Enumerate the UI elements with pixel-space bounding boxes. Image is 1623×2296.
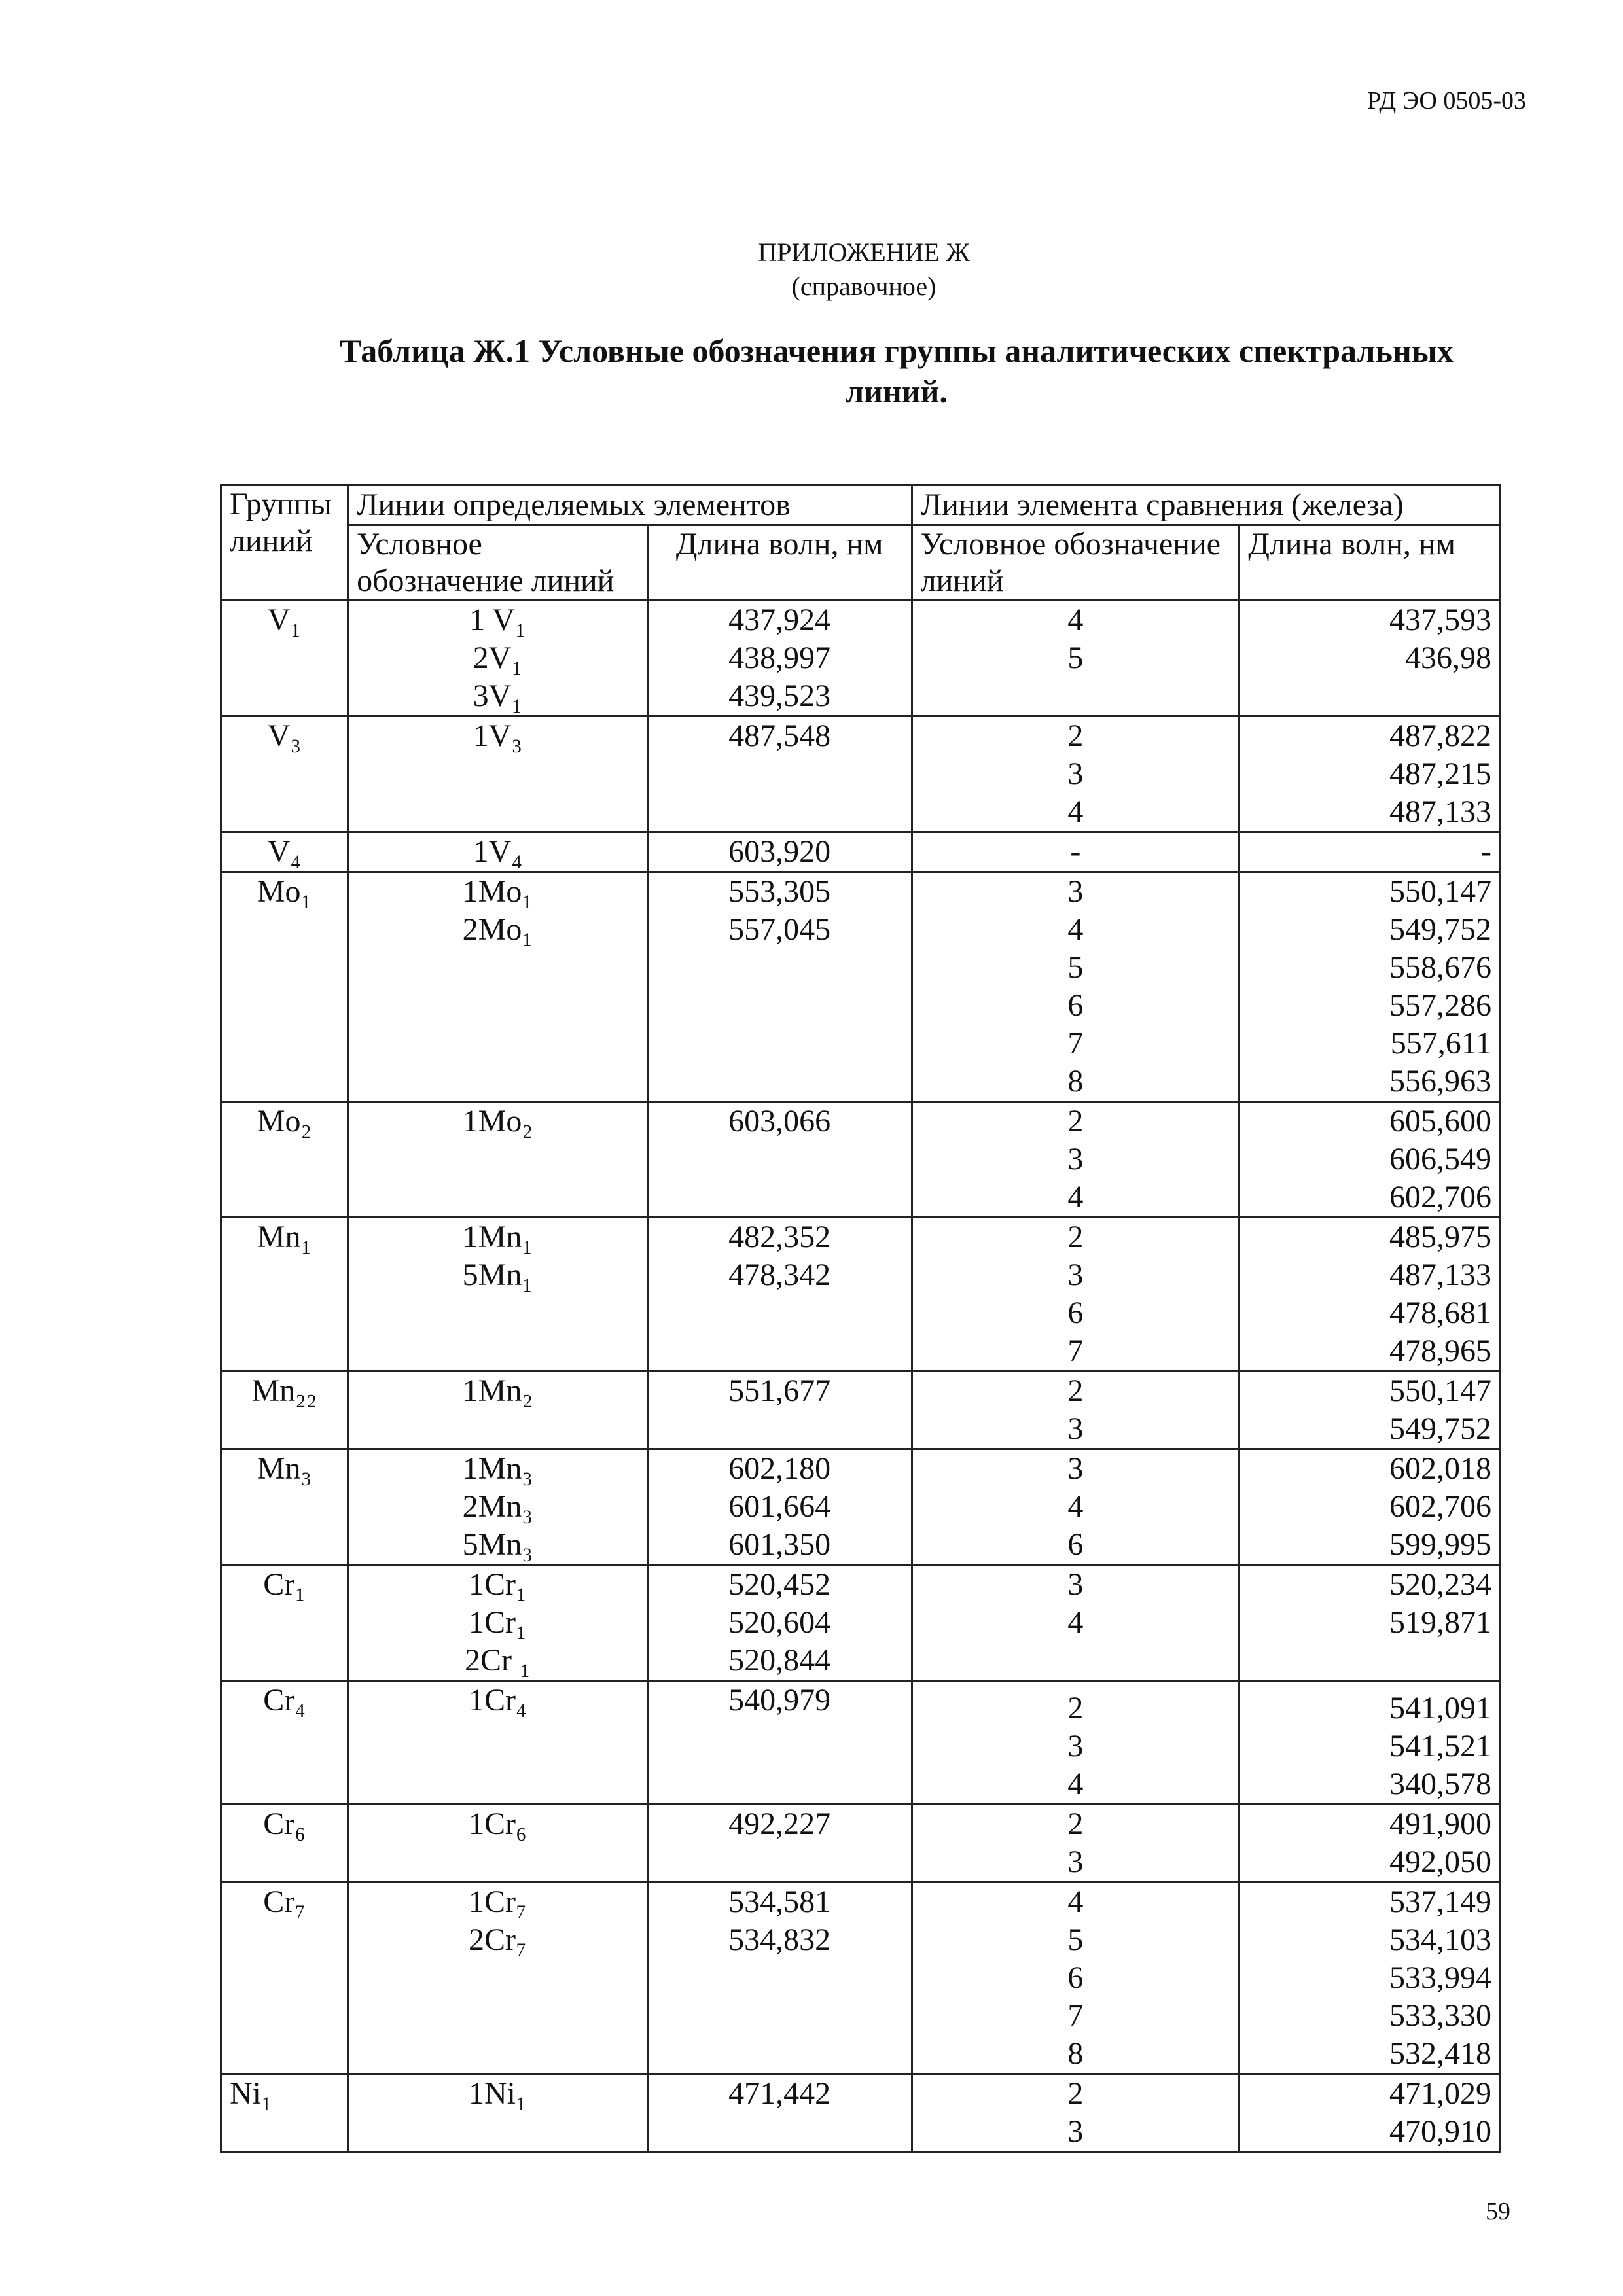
element-line-value: 1Ni₁ [469, 2076, 527, 2111]
reference-wavelength-value: 549,752 [1389, 912, 1491, 947]
element-wavelength-value: 492,227 [728, 1807, 831, 1841]
reference-line-cell [912, 1681, 1240, 1805]
reference-wavelength-value: 491,900 [1389, 1807, 1491, 1841]
table-row [221, 1449, 1501, 1565]
element-wavelength-cell [647, 1371, 912, 1449]
group-label: V₄ [267, 834, 302, 869]
element-wavelength-value: 601,664 [728, 1489, 831, 1524]
element-line-value: 2Cr ₁ [465, 1643, 531, 1678]
reference-wavelength-value: 520,234 [1389, 1567, 1491, 1602]
reference-wavelength-cell [1240, 1371, 1501, 1449]
reference-line-cell [912, 2074, 1240, 2152]
header-fe-wavelength: Длина волн, нм [1240, 525, 1501, 601]
element-wavelength-value: 534,832 [728, 1922, 831, 1957]
reference-line-value: 6 [1067, 1960, 1084, 1995]
reference-wavelength-cell [1240, 716, 1501, 832]
element-line-cell [348, 716, 648, 832]
reference-line-value: 6 [1067, 1527, 1084, 1562]
reference-wavelength-value: 487,822 [1389, 718, 1491, 753]
element-line-value: 2Cr₇ [469, 1922, 527, 1957]
group-label: Cr₇ [263, 1884, 306, 1919]
group-label: Ni₁ [230, 2076, 272, 2111]
table-row [221, 872, 1501, 1102]
element-line-cell [348, 1805, 648, 1882]
group-cell [221, 1565, 348, 1681]
element-line-cell [348, 601, 648, 716]
element-wavelength-value: 520,452 [728, 1567, 831, 1602]
reference-wavelength-value: 519,871 [1389, 1605, 1491, 1640]
reference-line-cell [912, 1565, 1240, 1681]
group-cell [221, 1449, 348, 1565]
reference-line-value: 4 [1067, 912, 1084, 947]
reference-line-cell [912, 1805, 1240, 1882]
reference-line-value: 5 [1067, 1922, 1084, 1957]
element-wavelength-cell [647, 1681, 912, 1805]
group-cell [221, 1882, 348, 2074]
group-cell [221, 716, 348, 832]
element-line-value: 1Mn₁ [462, 1220, 533, 1254]
reference-wavelength-value: 478,681 [1389, 1296, 1491, 1330]
element-line-value: 1V₄ [473, 834, 523, 869]
element-wavelength-cell [647, 1882, 912, 2074]
element-line-value: 5Mn₁ [462, 1258, 533, 1292]
element-line-value: 2Mn₃ [462, 1489, 533, 1524]
reference-line-value: 3 [1067, 1451, 1084, 1486]
header-reference-lines: Линии элемента сравнения (железа) [912, 486, 1500, 525]
reference-line-value: 8 [1067, 1064, 1084, 1099]
element-wavelength-cell [647, 1449, 912, 1565]
group-label: V₁ [267, 603, 302, 637]
reference-wavelength-value: 487,215 [1389, 756, 1491, 791]
reference-wavelength-value: 550,147 [1389, 1373, 1491, 1408]
reference-wavelength-value: 470,910 [1389, 2114, 1491, 2149]
reference-wavelength-value: 541,521 [1389, 1729, 1491, 1763]
element-wavelength-cell [647, 2074, 912, 2152]
element-wavelength-value: 437,924 [728, 603, 831, 637]
reference-wavelength-cell [1240, 1681, 1501, 1805]
group-cell [221, 1102, 348, 1218]
group-label: Mn₃ [257, 1451, 312, 1486]
element-wavelength-value: 534,581 [728, 1884, 831, 1919]
element-line-value: 1Cr₄ [469, 1683, 527, 1718]
table-row [221, 1805, 1501, 1882]
appendix-subtitle: (справочное) [791, 272, 936, 301]
element-wavelength-value: 553,305 [728, 874, 831, 909]
reference-wavelength-value: 340,578 [1389, 1767, 1491, 1801]
reference-line-value: 6 [1067, 1296, 1084, 1330]
table-row [221, 1565, 1501, 1681]
element-wavelength-value: 557,045 [728, 912, 831, 947]
element-line-cell [348, 1565, 648, 1681]
element-wavelength-value: 603,920 [728, 834, 831, 869]
group-cell [221, 1681, 348, 1805]
reference-wavelength-cell [1240, 2074, 1501, 2152]
reference-wavelength-value: 537,149 [1389, 1884, 1491, 1919]
group-label: V₃ [267, 718, 302, 753]
reference-line-cell [912, 1882, 1240, 2074]
reference-wavelength-value: 605,600 [1389, 1104, 1491, 1139]
element-line-cell [348, 832, 648, 872]
reference-line-value: 2 [1067, 1104, 1084, 1139]
element-line-cell [348, 1102, 648, 1218]
reference-wavelength-cell [1240, 601, 1501, 716]
element-wavelength-cell [647, 1218, 912, 1371]
header-group: Группы линий [221, 486, 348, 601]
element-line-value: 3V₁ [473, 679, 523, 713]
reference-wavelength-cell [1240, 872, 1501, 1102]
reference-line-value: 4 [1067, 1605, 1084, 1640]
group-cell [221, 832, 348, 872]
element-wavelength-value: 487,548 [728, 718, 831, 753]
reference-wavelength-value: 557,611 [1390, 1026, 1491, 1061]
group-label: Mn₂₂ [251, 1373, 317, 1408]
element-wavelength-value: 482,352 [728, 1220, 831, 1254]
group-label: Mo₂ [257, 1104, 312, 1139]
reference-line-value: 3 [1067, 1142, 1084, 1176]
reference-line-cell [912, 1102, 1240, 1218]
reference-line-value: 3 [1067, 2114, 1084, 2149]
element-wavelength-value: 603,066 [728, 1104, 831, 1139]
group-cell [221, 1805, 348, 1882]
reference-line-cell [912, 1371, 1240, 1449]
reference-wavelength-cell [1240, 1218, 1501, 1371]
table-body [221, 601, 1501, 2152]
header-el-designation: Условное обозначение линий [348, 525, 648, 601]
reference-wavelength-value: 478,965 [1389, 1333, 1491, 1368]
header-fe-designation: Условное обозначение линий [912, 525, 1240, 601]
table-subheader-row [221, 525, 1501, 601]
reference-line-value: - [1070, 834, 1081, 869]
reference-wavelength-cell [1240, 1882, 1501, 2074]
group-label: Cr₆ [263, 1807, 306, 1841]
reference-wavelength-value: - [1481, 834, 1491, 869]
element-line-value: 1Cr₇ [469, 1884, 527, 1919]
element-wavelength-value: 520,604 [728, 1605, 831, 1640]
reference-line-value: 2 [1067, 1691, 1084, 1725]
reference-wavelength-value: 602,706 [1389, 1180, 1491, 1214]
element-line-value: 1Mo₁ [462, 874, 533, 909]
element-line-cell [348, 1449, 648, 1565]
group-label: Cr₁ [263, 1567, 306, 1602]
appendix-title: ПРИЛОЖЕНИЕ Ж [758, 238, 970, 267]
reference-wavelength-cell [1240, 1565, 1501, 1681]
element-line-value: 1 V₁ [469, 603, 526, 637]
reference-line-value: 3 [1067, 756, 1084, 791]
reference-wavelength-value: 602,706 [1389, 1489, 1491, 1524]
element-wavelength-cell [647, 1805, 912, 1882]
element-wavelength-cell [647, 872, 912, 1102]
group-cell [221, 601, 348, 716]
element-wavelength-value: 602,180 [728, 1451, 831, 1486]
element-line-value: 2Mo₁ [462, 912, 533, 947]
reference-wavelength-value: 557,286 [1389, 988, 1491, 1023]
reference-line-value: 3 [1067, 1845, 1084, 1879]
group-label: Cr₄ [263, 1683, 306, 1718]
reference-wavelength-value: 487,133 [1389, 794, 1491, 829]
reference-line-cell [912, 601, 1240, 716]
reference-wavelength-value: 602,018 [1389, 1451, 1491, 1486]
element-line-value: 2V₁ [473, 641, 523, 675]
table-row [221, 2074, 1501, 2152]
reference-line-value: 4 [1067, 1767, 1084, 1801]
element-wavelength-value: 471,442 [728, 2076, 831, 2111]
reference-wavelength-cell [1240, 832, 1501, 872]
element-line-value: 1Mn₃ [462, 1451, 533, 1486]
table-row [221, 601, 1501, 716]
table-row [221, 832, 1501, 872]
reference-line-value: 3 [1067, 1258, 1084, 1292]
group-label: Mo₁ [257, 874, 312, 909]
group-cell [221, 1218, 348, 1371]
reference-line-value: 5 [1067, 950, 1084, 985]
reference-line-value: 3 [1067, 1411, 1084, 1446]
reference-line-value: 3 [1067, 1567, 1084, 1602]
reference-line-value: 4 [1067, 1180, 1084, 1214]
element-line-cell [348, 1882, 648, 2074]
element-wavelength-cell [647, 1102, 912, 1218]
reference-line-cell [912, 716, 1240, 832]
reference-line-value: 7 [1067, 1998, 1084, 2033]
reference-wavelength-value: 534,103 [1389, 1922, 1491, 1957]
reference-line-value: 6 [1067, 988, 1084, 1023]
element-wavelength-cell [647, 601, 912, 716]
reference-wavelength-value: 558,676 [1389, 950, 1491, 985]
element-wavelength-value: 520,844 [728, 1643, 831, 1678]
document-code: РД ЭО 0505-03 [1367, 87, 1526, 115]
reference-line-cell [912, 1449, 1240, 1565]
reference-wavelength-cell [1240, 1805, 1501, 1882]
table-row [221, 1882, 1501, 2074]
element-wavelength-value: 478,342 [728, 1258, 831, 1292]
reference-wavelength-value: 549,752 [1389, 1411, 1491, 1446]
reference-line-value: 5 [1067, 641, 1084, 675]
element-line-cell [348, 2074, 648, 2152]
element-wavelength-value: 439,523 [728, 679, 831, 713]
header-el-wavelength: Длина волн, нм [647, 525, 912, 601]
reference-line-value: 3 [1067, 874, 1084, 909]
reference-wavelength-value: 492,050 [1389, 1845, 1491, 1879]
element-wavelength-value: 601,350 [728, 1527, 831, 1562]
reference-line-cell [912, 1218, 1240, 1371]
reference-line-value: 2 [1067, 1373, 1084, 1408]
reference-wavelength-value: 532,418 [1389, 2036, 1491, 2071]
element-line-cell [348, 1681, 648, 1805]
reference-wavelength-value: 541,091 [1389, 1691, 1491, 1725]
table-row [221, 1681, 1501, 1805]
element-wavelength-value: 551,677 [728, 1373, 831, 1408]
element-line-value: 1Mo₂ [462, 1104, 533, 1139]
reference-wavelength-value: 437,593 [1389, 603, 1491, 637]
table-row [221, 1102, 1501, 1218]
reference-line-value: 3 [1067, 1729, 1084, 1763]
element-wavelength-cell [647, 1565, 912, 1681]
reference-line-value: 4 [1067, 794, 1084, 829]
reference-wavelength-value: 599,995 [1389, 1527, 1491, 1562]
reference-line-value: 2 [1067, 2076, 1084, 2111]
table-caption: Таблица Ж.1 Условные обозначения группы аналитических спектральных линий. [340, 332, 1454, 410]
element-line-value: 1V₃ [473, 718, 523, 753]
element-line-value: 1Cr₁ [469, 1567, 527, 1602]
reference-line-value: 7 [1067, 1333, 1084, 1368]
reference-wavelength-value: 436,98 [1405, 641, 1491, 675]
element-line-cell [348, 872, 648, 1102]
reference-wavelength-value: 487,133 [1389, 1258, 1491, 1292]
header-determined-lines: Линии определяемых элементов [348, 486, 912, 525]
reference-wavelength-value: 471,029 [1389, 2076, 1491, 2111]
reference-line-value: 2 [1067, 1807, 1084, 1841]
table-row [221, 1218, 1501, 1371]
element-line-value: 1Cr₆ [469, 1807, 527, 1841]
element-line-value: 5Mn₃ [462, 1527, 533, 1562]
element-wavelength-value: 438,997 [728, 641, 831, 675]
group-cell [221, 2074, 348, 2152]
element-line-cell [348, 1218, 648, 1371]
reference-wavelength-value: 556,963 [1389, 1064, 1491, 1099]
reference-wavelength-cell [1240, 1449, 1501, 1565]
group-label: Mn₁ [257, 1220, 312, 1254]
reference-line-value: 2 [1067, 1220, 1084, 1254]
page-number: 59 [1486, 2198, 1510, 2225]
reference-line-value: 4 [1067, 1884, 1084, 1919]
reference-wavelength-value: 485,975 [1389, 1220, 1491, 1254]
element-line-value: 1Mn₂ [462, 1373, 533, 1408]
element-line-cell [348, 1371, 648, 1449]
table-row [221, 716, 1501, 832]
reference-wavelength-value: 550,147 [1389, 874, 1491, 909]
table-row [221, 1371, 1501, 1449]
element-wavelength-value: 540,979 [728, 1683, 831, 1718]
reference-line-value: 4 [1067, 1489, 1084, 1524]
reference-line-cell [912, 832, 1240, 872]
group-cell [221, 1371, 348, 1449]
appendix-heading [0, 236, 1623, 304]
reference-line-value: 8 [1067, 2036, 1084, 2071]
element-line-value: 1Cr₁ [469, 1605, 527, 1640]
reference-line-cell [912, 872, 1240, 1102]
reference-wavelength-value: 533,994 [1389, 1960, 1491, 1995]
reference-wavelength-value: 533,330 [1389, 1998, 1491, 2033]
element-wavelength-cell [647, 832, 912, 872]
spectral-lines-table [220, 484, 1501, 2153]
element-wavelength-cell [647, 716, 912, 832]
table-header-row [221, 486, 1501, 525]
reference-line-value: 2 [1067, 718, 1084, 753]
reference-wavelength-cell [1240, 1102, 1501, 1218]
reference-wavelength-value: 606,549 [1389, 1142, 1491, 1176]
reference-line-value: 7 [1067, 1026, 1084, 1061]
reference-line-value: 4 [1067, 603, 1084, 637]
group-cell [221, 872, 348, 1102]
